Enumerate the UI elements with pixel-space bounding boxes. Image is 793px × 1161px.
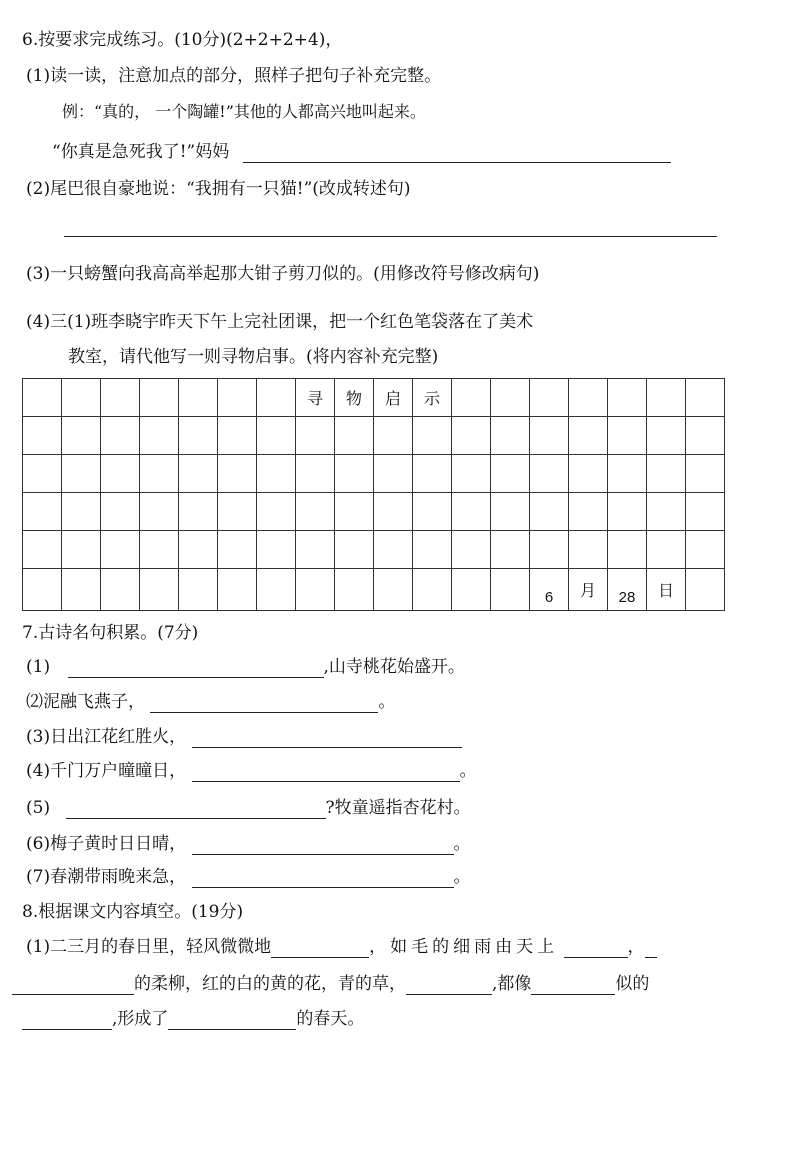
q6-part4-instruction-line2: 教室，请代他写一则寻物启事。(将内容补充完整) <box>68 347 439 367</box>
grid-day-label: 日 <box>647 569 686 611</box>
q7-item-1-text: ,山寺桃花始盛开。 <box>323 657 465 677</box>
grid-row <box>23 455 725 493</box>
q7-item-7 <box>26 866 471 888</box>
q6-part1-instruction: (1)读一读，注意加点的部分，照样子把句子补充完整。 <box>26 66 442 86</box>
q7-item-3-text: 日出江花红胜火， <box>50 727 187 747</box>
q6-part1-sentence <box>52 141 671 163</box>
q8-blank-1[interactable] <box>271 939 369 958</box>
q8-blank-5[interactable] <box>531 976 615 995</box>
q8-title: 8.根据课文内容填空。(19分) <box>22 902 244 922</box>
q8-blank-4[interactable] <box>406 976 492 995</box>
q7-item-6-end: 。 <box>453 834 471 854</box>
q8-line2-text-a: 的柔柳，红的白的黄的花，青的草， <box>134 974 406 994</box>
grid-title-char: 示 <box>413 379 452 417</box>
q7-item-number: (1) <box>26 657 51 677</box>
grid-row <box>23 569 725 611</box>
grid-row <box>23 531 725 569</box>
q7-item-7-text: 春潮带雨晚来急， <box>50 867 187 887</box>
q8-line2-text-c: 似的 <box>615 974 650 994</box>
q7-item-4-end: 。 <box>459 761 477 781</box>
q8-line2 <box>12 973 649 995</box>
grid-row <box>23 493 725 531</box>
grid-month-label: 月 <box>569 569 608 611</box>
grid-title-char: 寻 <box>296 379 335 417</box>
q7-item-5-text: ?牧童遥指杏花村。 <box>325 798 471 818</box>
q6-part2-answer-line[interactable] <box>64 236 717 237</box>
q6-part1-sentence-text: “你真是急死我了!”妈妈 <box>52 142 230 162</box>
q7-item-3 <box>26 726 462 748</box>
grid-title-char: 启 <box>374 379 413 417</box>
q7-item-7-end: 。 <box>453 867 471 887</box>
q6-title: 6.按要求完成练习。(10分)(2+2+2+4)， <box>22 30 343 50</box>
q7-item-number: (5) <box>26 798 51 818</box>
q8-line1 <box>26 936 657 958</box>
q7-item-2-blank[interactable] <box>150 694 378 713</box>
q6-part3-instruction: (3)一只螃蟹向我高高举起那大钳子剪刀似的。(用修改符号修改病句) <box>26 264 540 284</box>
q7-item-2-end: 。 <box>378 692 396 712</box>
q6-part4-instruction-line1: (4)三(1)班李晓宇昨天下午上完社团课，把一个红色笔袋落在了美术 <box>26 312 534 332</box>
q7-item-number: (4) <box>26 761 51 781</box>
q7-item-2 <box>26 691 395 713</box>
q7-item-6-text: 梅子黄时日日晴， <box>50 834 187 854</box>
q7-item-4-blank[interactable] <box>192 763 460 782</box>
q7-item-number: (7) <box>26 867 51 887</box>
grid-date-month: 6 <box>530 569 569 611</box>
q6-example: 例：“真的， 一个陶罐!”其他的人都高兴地叫起来。 <box>62 102 426 121</box>
q8-line3-text-a: ,形成了 <box>112 1009 169 1029</box>
q6-part2-instruction: (2)尾巴很自豪地说：“我拥有一只猫!”(改成转述句) <box>26 179 411 199</box>
grid-date-day: 28 <box>608 569 647 611</box>
q7-item-5-blank[interactable] <box>66 800 326 819</box>
q7-item-4-text: 千门万户曈曈日， <box>50 761 187 781</box>
q7-item-5 <box>26 797 471 819</box>
q7-item-7-blank[interactable] <box>192 869 454 888</box>
grid-row <box>23 417 725 455</box>
q7-item-number: (6) <box>26 834 51 854</box>
q8-blank-7[interactable] <box>168 1011 296 1030</box>
q8-line3-text-b: 的春天。 <box>296 1009 365 1029</box>
q8-line3 <box>22 1008 364 1030</box>
grid-title-char: 物 <box>335 379 374 417</box>
q7-item-1-blank[interactable] <box>68 659 324 678</box>
q8-blank-6[interactable] <box>22 1011 112 1030</box>
q7-title: 7.古诗名句积累。(7分) <box>22 623 199 643</box>
q7-item-6-blank[interactable] <box>192 836 454 855</box>
q7-item-number: ⑵ <box>26 692 43 712</box>
q7-item-4 <box>26 760 477 782</box>
q7-item-3-blank[interactable] <box>192 729 462 748</box>
writing-grid[interactable] <box>22 378 725 611</box>
q8-line2-text-b: ,都像 <box>492 974 532 994</box>
q7-item-2-text: 泥融飞燕子， <box>43 692 145 712</box>
q8-line1-text-b: ，如毛的细雨由天上 <box>369 937 559 957</box>
q7-item-number: (3) <box>26 727 51 747</box>
q8-line1-text-a: (1)二三月的春日里，轻风微微地 <box>26 937 272 957</box>
q8-blank-2-tail <box>645 939 657 958</box>
q7-item-1 <box>26 656 465 678</box>
q8-line1-text-c: ， <box>627 937 645 957</box>
q6-part1-answer-blank[interactable] <box>243 144 671 163</box>
q8-blank-3[interactable] <box>12 976 134 995</box>
q8-blank-2[interactable] <box>564 939 628 958</box>
grid-row <box>23 379 725 417</box>
q7-item-6 <box>26 833 471 855</box>
